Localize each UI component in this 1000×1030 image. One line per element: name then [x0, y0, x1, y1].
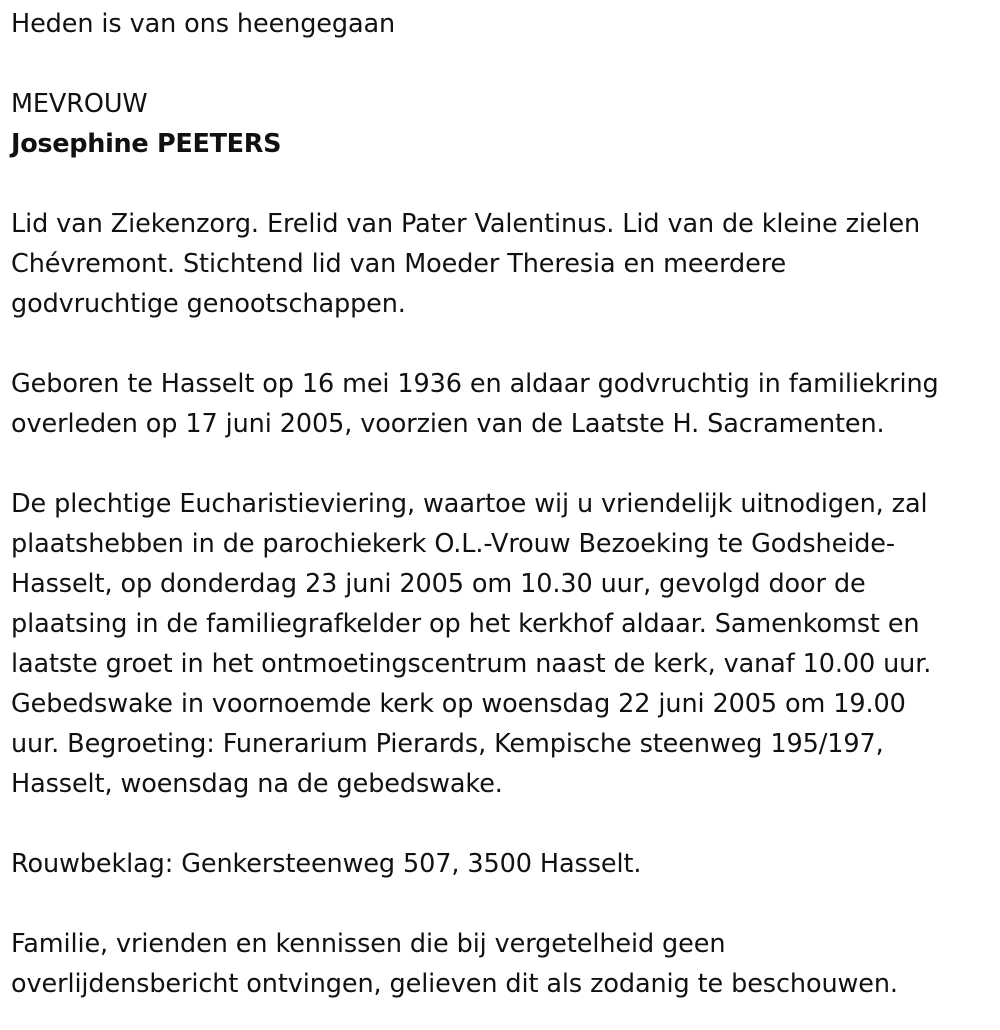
paragraph-line: Hasselt, woensdag na de gebedswake.: [11, 769, 503, 799]
paragraph-line: Geboren te Hasselt op 16 mei 1936 en aldaar godvruchtig in familiekring: [11, 369, 939, 399]
ceremony-paragraph: [11, 484, 996, 804]
intro-text: Heden is van ons heengegaan: [11, 9, 396, 39]
paragraph-line: De plechtige Eucharistieviering, waartoe wij u vriendelijk uitnodigen, zal: [11, 489, 928, 519]
paragraph-line: godvruchtige genootschappen.: [11, 289, 406, 319]
paragraph-line: overleden op 17 juni 2005, voorzien van de Laatste H. Sacramenten.: [11, 409, 885, 439]
spacer: [11, 324, 996, 364]
spacer: [11, 804, 996, 844]
membership-paragraph: [11, 204, 996, 324]
honorific-title: MEVROUW: [11, 89, 148, 119]
paragraph-line: laatste groet in het ontmoetingscentrum naast de kerk, vanaf 10.00 uur.: [11, 649, 932, 679]
spacer: [11, 44, 996, 84]
condolence-address: Rouwbeklag: Genkersteenweg 507, 3500 Hasselt.: [11, 849, 642, 879]
paragraph-line: Gebedswake in voornoemde kerk op woensdag 22 juni 2005 om 19.00: [11, 689, 906, 719]
paragraph-line: Familie, vrienden en kennissen die bij vergetelheid geen: [11, 929, 726, 959]
spacer: [11, 884, 996, 924]
closing-paragraph: [11, 924, 996, 1004]
spacer: [11, 444, 996, 484]
paragraph-line: plaatsing in de familiegrafkelder op het kerkhof aldaar. Samenkomst en: [11, 609, 920, 639]
paragraph-line: Hasselt, op donderdag 23 juni 2005 om 10.30 uur, gevolgd door de: [11, 569, 866, 599]
paragraph-line: plaatshebben in de parochiekerk O.L.-Vrouw Bezoeking te Godsheide-: [11, 529, 895, 559]
paragraph-line: Chévremont. Stichtend lid van Moeder Theresia en meerdere: [11, 249, 787, 279]
birth-death-paragraph: [11, 364, 996, 444]
paragraph-line: uur. Begroeting: Funerarium Pierards, Kempische steenweg 195/197,: [11, 729, 884, 759]
paragraph-line: Lid van Ziekenzorg. Erelid van Pater Valentinus. Lid van de kleine zielen: [11, 209, 921, 239]
obituary-notice: [11, 4, 996, 1004]
spacer: [11, 164, 996, 204]
deceased-name: Josephine PEETERS: [11, 129, 282, 159]
paragraph-line: overlijdensbericht ontvingen, gelieven dit als zodanig te beschouwen.: [11, 969, 898, 999]
